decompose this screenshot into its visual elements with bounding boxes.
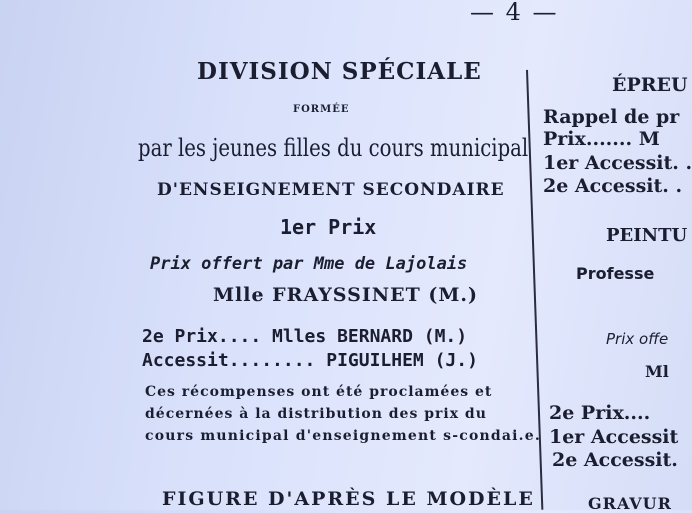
right-line-6: 1er Accessit	[549, 426, 679, 448]
description-line-1: par les jeunes filles du cours municipal	[138, 134, 529, 162]
paragraph-line-3: cours municipal d'enseignement s-condai.e.	[145, 428, 541, 444]
first-prize-winner: Mlle FRAYSSINET (M.)	[213, 284, 478, 306]
paragraph-line-1: Ces récompenses ont été proclamées et	[145, 384, 493, 400]
paragraph-line-2: décernées à la distribution des prix du	[145, 406, 487, 422]
subtitle: FORMÉE	[293, 104, 350, 115]
right-prix-offert: Prix offe	[606, 330, 669, 348]
right-line-1: Rappel de pr	[543, 106, 680, 128]
right-mlle: Ml	[645, 362, 669, 381]
right-line-7: 2e Accessit.	[552, 449, 678, 471]
description-line-2: D'ENSEIGNEMENT SECONDAIRE	[157, 180, 505, 200]
prize-offered-line: Prix offert par Mme de Lajolais	[150, 254, 468, 274]
right-bottom-heading: GRAVUR	[588, 494, 672, 513]
right-line-3: 1er Accessit. .	[543, 152, 692, 174]
next-section-title: FIGURE D'APRÈS LE MODÈLE	[162, 488, 535, 510]
second-prize-line: 2e Prix.... Mlles BERNARD (M.)	[142, 326, 468, 347]
right-line-5: 2e Prix....	[549, 402, 651, 424]
right-line-2: Prix....... M	[543, 128, 660, 150]
page-number: — 4 —	[470, 0, 559, 26]
first-prize-heading: 1er Prix	[280, 215, 377, 239]
right-heading-1: ÉPREU	[612, 74, 688, 96]
right-line-4: 2e Accessit. .	[543, 175, 683, 197]
accessit-line: Accessit........ PIGUILHEM (J.)	[142, 350, 478, 371]
right-heading-2: PEINTU	[606, 225, 688, 246]
right-professor: Professe	[576, 264, 655, 283]
section-title: DIVISION SPÉCIALE	[197, 58, 482, 85]
